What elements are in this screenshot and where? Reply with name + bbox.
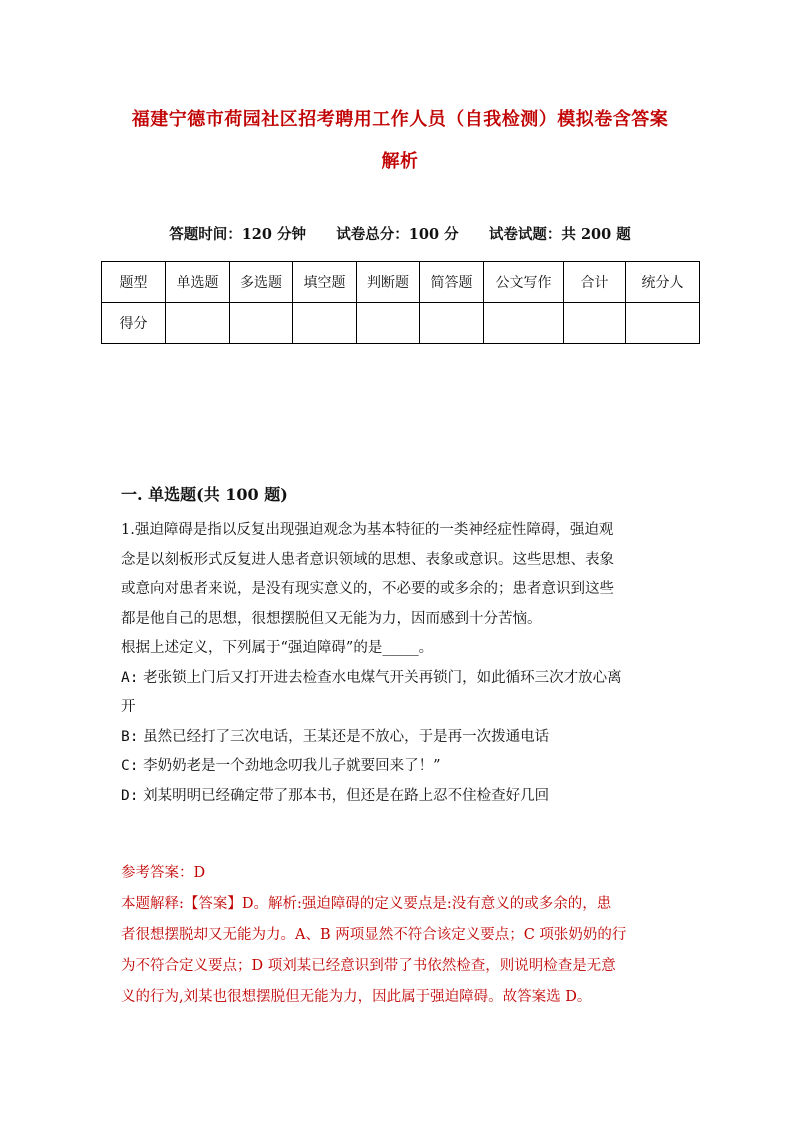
document-title-line1: 福建宁德市荷园社区招考聘用工作人员（自我检测）模拟卷含答案 [131, 109, 669, 130]
header-cell: 填空题 [293, 262, 357, 303]
header-cell: 合计 [564, 262, 626, 303]
option-b [121, 723, 701, 753]
score-cell [357, 303, 420, 344]
answer-block [121, 858, 681, 1013]
reference-answer: 参考答案：D [121, 865, 206, 881]
document-title-line2: 解析 [381, 151, 419, 172]
score-cell [484, 303, 564, 344]
explanation-line: 为不符合定义要点；D 项刘某已经意识到带了书依然检查，则说明检查是无意 [121, 958, 616, 974]
header-cell: 题型 [102, 262, 166, 303]
option-letter: A: [121, 669, 139, 686]
option-text: 老张锁上门后又打开进去检查水电煤气开关再锁门，如此循环三次才放心离 [138, 669, 622, 686]
option-text: 李奶奶老是一个劲地念叨我儿子就要回来了！” [138, 758, 441, 774]
score-cell [230, 303, 293, 344]
question-stem-line: 1.强迫障碍是指以反复出现强迫观念为基本特征的一类神经症性障碍，强迫观 [121, 522, 614, 538]
header-cell: 公文写作 [484, 262, 564, 303]
header-cell: 单选题 [166, 262, 230, 303]
explanation-line: 义的行为,刘某也很想摆脱但无能为力，因此属于强迫障碍。故答案选 D。 [121, 989, 592, 1005]
section-heading: 一. 单选题(共 100 题) [121, 485, 288, 504]
score-cell [564, 303, 626, 344]
header-cell: 统分人 [626, 262, 700, 303]
score-cell [166, 303, 230, 344]
question-stem-line: 或意向对患者来说，是没有现实意义的，不必要的或多余的；患者意识到这些 [121, 581, 614, 597]
header-cell: 多选题 [230, 262, 293, 303]
question-stem-line: 念是以刻板形式反复进人患者意识领域的思想、表象或意识。这些思想、表象 [121, 551, 614, 568]
question-1 [121, 516, 701, 811]
score-cell [293, 303, 357, 344]
option-letter: C: [121, 758, 139, 774]
header-cell: 判断题 [357, 262, 420, 303]
explanation-line: 本题解释:【答案】D。解析:强迫障碍的定义要点是:没有意义的或多余的，患 [121, 896, 612, 912]
score-cell [420, 303, 484, 344]
score-row-label: 得分 [102, 303, 166, 344]
header-cell: 简答题 [420, 262, 484, 303]
exam-meta-line: 答题时间：120 分钟 试卷总分：100 分 试卷试题：共 200 题 [169, 226, 631, 243]
option-c [121, 752, 701, 782]
score-cell [626, 303, 700, 344]
option-letter: B: [121, 728, 139, 745]
explanation-line: 者很想摆脱却又无能为力。A、B 两项显然不符合该定义要点；C 项张奶奶的行 [121, 927, 627, 943]
option-a [121, 664, 701, 694]
score-table-header-row [102, 262, 700, 303]
option-a-continuation: 开 [121, 699, 136, 715]
score-table-score-row [102, 303, 700, 344]
question-prompt: 根据上述定义，下列属于“强迫障碍”的是_____。 [121, 640, 434, 656]
option-letter: D: [121, 787, 139, 804]
option-text: 虽然已经打了三次电话，王某还是不放心，于是再一次拨通电话 [138, 728, 550, 745]
option-d [121, 782, 701, 812]
score-table [101, 261, 700, 344]
question-stem-line: 都是他自己的思想，很想摆脱但又无能为力，因而感到十分苦恼。 [121, 610, 542, 627]
option-text: 刘某明明已经确定带了那本书，但还是在路上忍不住检查好几回 [138, 787, 550, 804]
